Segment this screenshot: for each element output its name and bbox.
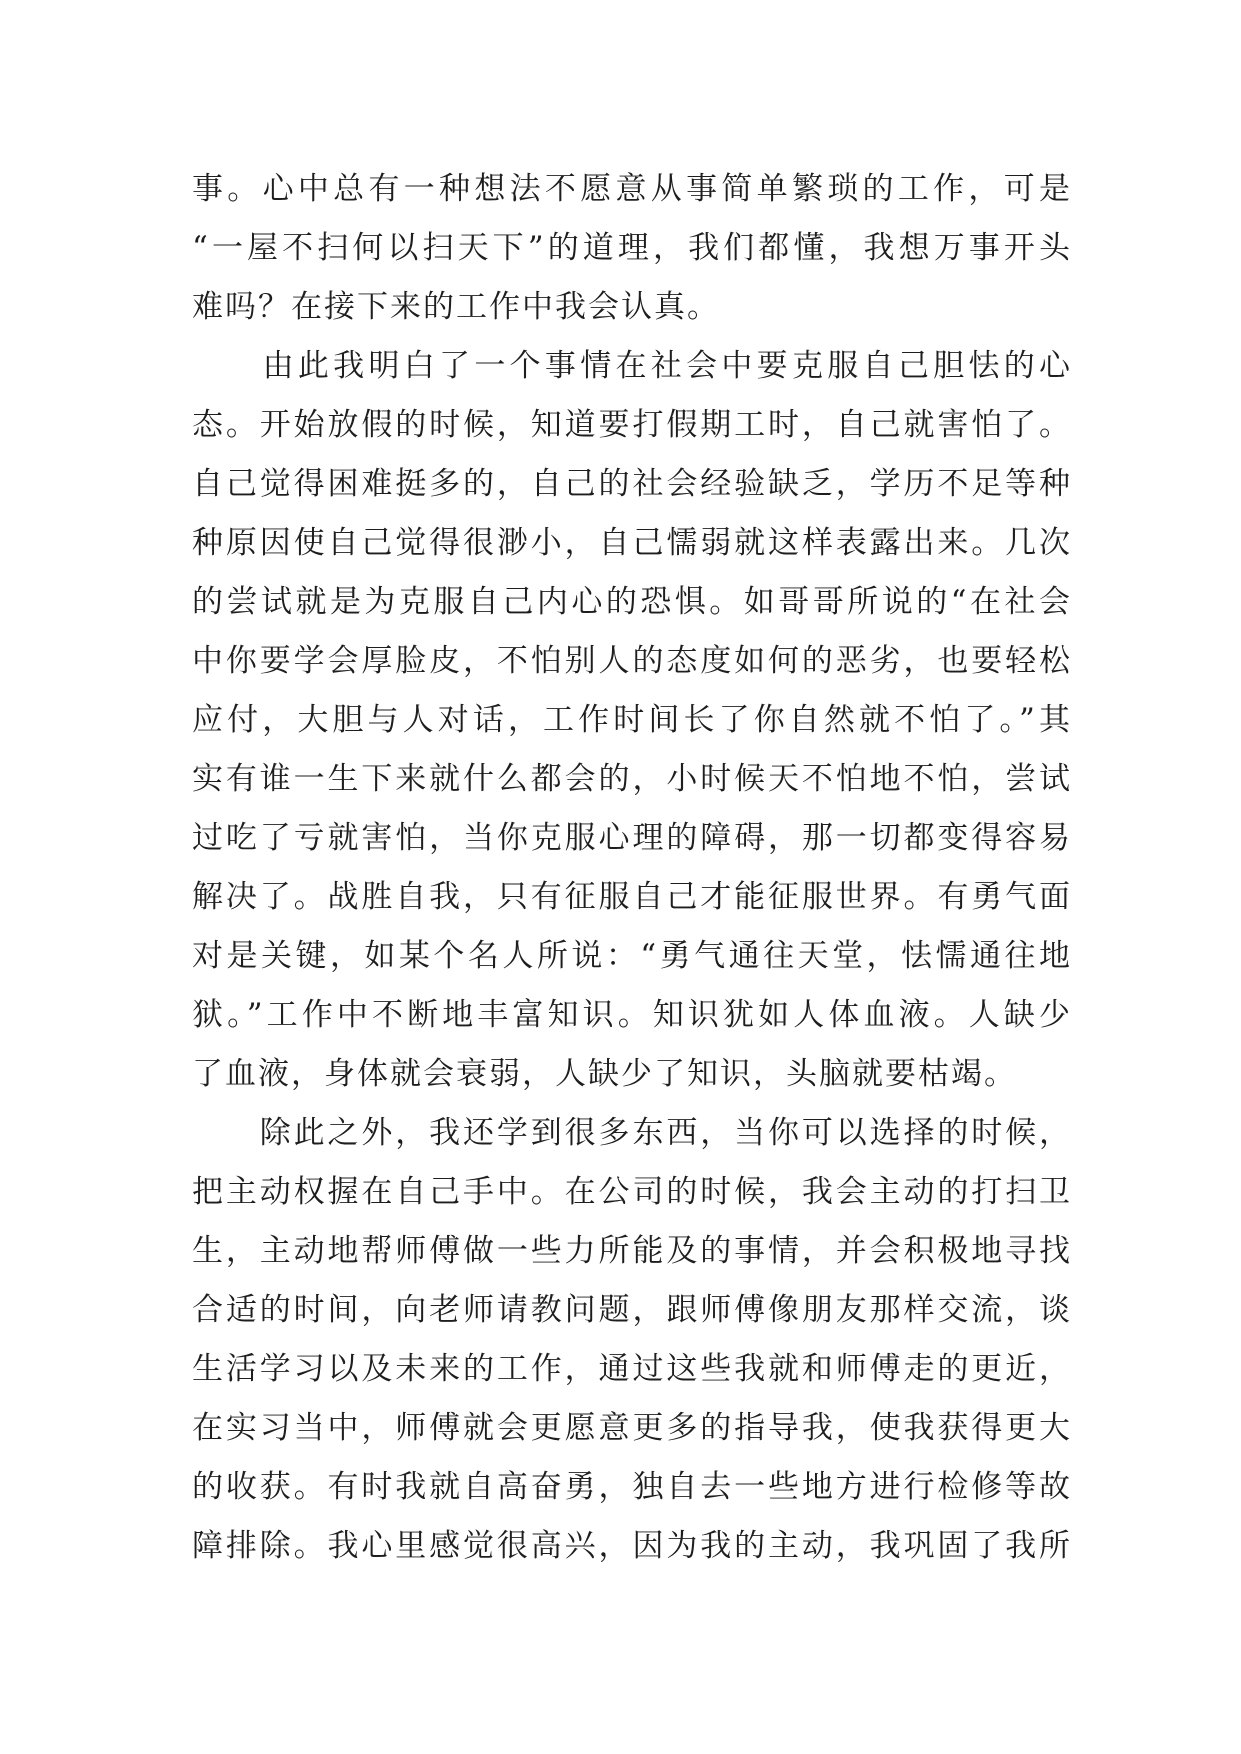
text-line: 的收获。有时我就自高奋勇，独自去一些地方进行检修等故 xyxy=(192,1469,1072,1505)
text-line: 事。心中总有一种想法不愿意从事简单繁琐的工作，可是 xyxy=(192,171,1072,207)
text-line: 中你要学会厚脸皮，不怕别人的态度如何的恶劣，也要轻松 xyxy=(192,643,1072,679)
text-line: 除此之外，我还学到很多东西，当你可以选择的时候， xyxy=(192,1115,1072,1151)
text-line: 合适的时间，向老师请教问题，跟师傅像朋友那样交流，谈 xyxy=(192,1292,1072,1328)
text-line: 生，主动地帮师傅做一些力所能及的事情，并会积极地寻找 xyxy=(192,1233,1072,1269)
text-line: 种原因使自己觉得很渺小，自己懦弱就这样表露出来。几次 xyxy=(192,525,1072,561)
text-line: 障排除。我心里感觉很高兴，因为我的主动，我巩固了我所 xyxy=(192,1528,1072,1564)
text-line: 狱。”工作中不断地丰富知识。知识犹如人体血液。人缺少 xyxy=(192,997,1072,1033)
text-line: 在实习当中，师傅就会更愿意更多的指导我，使我获得更大 xyxy=(192,1410,1072,1446)
text-line: 生活学习以及未来的工作，通过这些我就和师傅走的更近， xyxy=(192,1351,1072,1387)
text-line: 对是关键，如某个名人所说：“勇气通往天堂，怯懦通往地 xyxy=(192,938,1072,974)
text-line: 应付，大胆与人对话，工作时间长了你自然就不怕了。”其 xyxy=(192,702,1072,738)
text-line: 实有谁一生下来就什么都会的，小时候天不怕地不怕，尝试 xyxy=(192,761,1072,797)
body-text xyxy=(192,160,1072,1576)
text-line: 解决了。战胜自我，只有征服自己才能征服世界。有勇气面 xyxy=(192,879,1072,915)
text-line: 了血液，身体就会衰弱，人缺少了知识，头脑就要枯竭。 xyxy=(192,1056,1017,1092)
text-line: 由此我明白了一个事情在社会中要克服自己胆怯的心 xyxy=(192,348,1072,384)
text-line: “一屋不扫何以扫天下”的道理，我们都懂，我想万事开头 xyxy=(192,230,1072,266)
text-line: 态。开始放假的时候，知道要打假期工时，自己就害怕了。 xyxy=(192,407,1072,443)
text-line: 难吗？在接下来的工作中我会认真。 xyxy=(192,289,720,325)
text-line: 把主动权握在自己手中。在公司的时候，我会主动的打扫卫 xyxy=(192,1174,1072,1210)
text-line: 自己觉得困难挺多的，自己的社会经验缺乏，学历不足等种 xyxy=(192,466,1072,502)
text-line: 过吃了亏就害怕，当你克服心理的障碍，那一切都变得容易 xyxy=(192,820,1072,856)
text-line: 的尝试就是为克服自己内心的恐惧。如哥哥所说的“在社会 xyxy=(192,584,1072,620)
